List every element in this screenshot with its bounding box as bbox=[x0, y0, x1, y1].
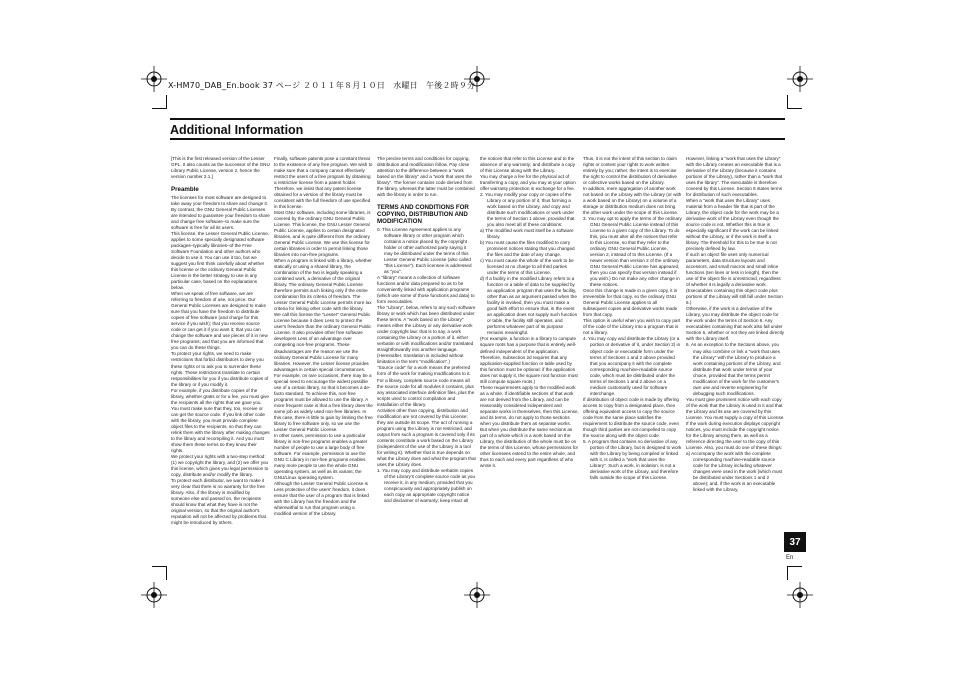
paragraph: Finally, software patents pose a constant threat to the existence of any free program. We wish to make sure that a company cannot effectively restrict the users of a free program by obtaining a restrictive license from a patent holder. Therefore, we insist that any patent license obtained for a version of the library must be consistent with the full freedom of use specified in this license. bbox=[274, 156, 373, 210]
paragraph: We protect your rights with a two-step method: (1) we copyright the library, and (2) we offer you this license, which gives you legal permission to copy, distribute and/or modify the library. bbox=[171, 453, 269, 477]
paragraph: In other cases, permission to use a particular library in non-free programs enables a greater number of people to use a large body of free software. For example, permission to use the GNU C Library in non-free programs enables many more people to use the whole GNU operating system, as well as its variant, the GNU/Linux operating system. bbox=[274, 432, 368, 480]
paragraph: The licenses for most software are designed to take away your freedom to share and change it. By contrast, the GNU General Public Licenses are intended to guarantee your freedom to share and change free software–to make sure the software is free for all its users. bbox=[171, 195, 270, 231]
list-item: 3. You may opt to apply the terms of the ordinary GNU General Public License instead of this License to a given copy of the Library. To do this, you must alter all the notices that refer to this License, so that they refer to the ordinary GNU General Public License, version 2, instead of to this License. (If a newer version than version 2 of the ordinary GNU General Public License has appeared, then you can specify that version instead if you wish.) Do not make any other change in these notices. bbox=[583, 216, 682, 288]
paragraph: The "Library", below, refers to any such software library or work which has been distributed under these terms. A "work based on the Library" means either the Library or any derivative work under copyright law: that is to say, a work containing the Library or a portion of it, either verbatim or with modifications and/or translated straightforwardly into another language. (Hereinafter, translation is included without limitation in the term "modification".) bbox=[377, 305, 476, 365]
registration-mark-bottom-left bbox=[141, 582, 167, 608]
paragraph: Otherwise, if the work is a derivative of the Library, you may distribute the object code for the work under the terms of Section 6. Any executables containing that work also fall under Section 6, whether or not they are linked directly with the Library itself. bbox=[686, 306, 785, 342]
paragraph: This option is useful when you wish to copy part of the code of the Library into a program that is not a library. bbox=[583, 318, 681, 336]
crop-tick bbox=[166, 95, 167, 109]
crop-tick bbox=[788, 566, 802, 567]
list-item: b) You must cause the files modified to carry prominent notices stating that you changed the files and the date of any change. bbox=[480, 240, 575, 258]
paragraph: To protect each distributor, we want to make it very clear that there is no warranty for the free library. Also, if the library is modified by someone else and passed on, the recipients should know that what they have is not the original version, so that the original author's reputation will not be affected by problems that might be introduced by others. bbox=[171, 477, 266, 525]
paragraph: You may charge a fee for the physical act of transferring a copy, and you may at your option offer warranty protection in exchange for a fee. bbox=[480, 174, 576, 192]
paragraph: To protect your rights, we need to make restrictions that forbid distributors to deny you these rights or to ask you to surrender these rights. These restrictions translate to certain responsibilities for you if you distribute copies of the library or if you modify it. bbox=[171, 351, 269, 387]
paragraph: the notices that refer to this License and to the absence of any warranty; and distribute a copy of this License along with the Library. bbox=[480, 156, 575, 174]
section-heading: TERMS AND CONDITIONS FOR COPYING, DISTRIBUTION AND MODIFICATION bbox=[377, 204, 469, 226]
paragraph: Although the Lesser General Public License is Less protective of the users' freedom, it does ensure that the user of a program that is linked with the Library has the freedom and the wherewithal to run that program using a modified version of the Library. bbox=[274, 480, 369, 516]
crop-tick bbox=[152, 566, 166, 567]
paragraph: "Source code" for a work means the preferred form of the work for making modifications to it. For a library, complete source code means all the source code for all modules it contains, plus any associated interface definition files, plus the scripts used to control compilation and installation of the library. bbox=[377, 365, 475, 407]
text-column-3 bbox=[377, 156, 476, 551]
list-item: 2. You may modify your copy or copies of the Library or any portion of it, thus forming a work based on the Library, and copy and distribute such modifications or work under the terms of Section 1 above, provided that you also meet all of these conditions: bbox=[480, 192, 575, 228]
paragraph: In addition, mere aggregation of another work not based on the Library with the Library (or with a work based on the Library) on a volume of a storage or distribution medium does not bring the other work under the scope of this License. bbox=[583, 186, 682, 216]
text-column-2 bbox=[274, 156, 373, 551]
crop-tick bbox=[787, 95, 788, 109]
paragraph: If distribution of object code is made by offering access to copy from a designated place, then offering equivalent access to copy the source code from the same place satisfies the requirement to distribute the source code, even though third parties are not compelled to copy the source along with the object code. bbox=[583, 396, 680, 438]
crop-tick bbox=[166, 566, 167, 580]
paragraph: We call this license the "Lesser" General Public License because it does Less to protect the user's freedom than the ordinary General Public License. It also provides other free software developers Less of an advantage over competing non-free programs. These disadvantages are the reason we use the ordinary General Public License for many libraries. However, the Lesser license provides advantages in certain special circumstances. bbox=[274, 312, 372, 372]
crop-tick bbox=[787, 566, 788, 580]
list-item: 1. You may copy and distribute verbatim copies of the Library's complete source code as you receive it, in any medium, provided that you conspicuously and appropriately publish on each copy an appropriate copyright notice and disclaimer of warranty; keep intact all bbox=[377, 467, 476, 503]
paragraph: When we speak of free software, we are referring to freedom of use, not price. Our General Public Licenses are designed to make sure that you have the freedom to distribute copies of free software (and charge for this service if you wish); that you receive source code or can get it if you want it; that you can change the software and use pieces of it in new free programs; and that you are informed that you can do these things. bbox=[171, 291, 268, 351]
registration-mark-bottom-right bbox=[787, 582, 813, 608]
list-item: 5. A program that contains no derivative of any portion of the Library, but is designed to work with the Library by being compiled or linked with it, is called a "work that uses the Library". Such a work, in isolation, is not a derivative work of the Library, and therefore falls outside the scope of this License. bbox=[583, 438, 682, 480]
crop-tick bbox=[788, 108, 802, 109]
list-item: a) The modified work must itself be a software library. bbox=[480, 228, 574, 240]
title-rule-bottom bbox=[170, 138, 785, 140]
section-heading: Preamble bbox=[171, 186, 199, 194]
text-column-1 bbox=[171, 156, 270, 551]
list-item: 6. As an exception to the Sections above, you may also combine or link a "work that uses the Library" with the Library to produce a work containing portions of the Library, and distribute that work under terms of your choice, provided that the terms permit modification of the work for the customer's own use and reverse engineering for debugging such modifications. bbox=[686, 342, 781, 396]
paragraph: (For example, a function in a library to compute square roots has a purpose that is entirely well-defined independent of the application. Therefore, Subsection 2d requires that any application-supplied function or table used by this function must be optional: if the application does not supply it, the square root function must still compute square roots.) bbox=[480, 336, 578, 384]
title-rule-top bbox=[170, 118, 785, 120]
paragraph: Activities other than copying, distribution and modification are not covered by this License; they are outside its scope. The act of running a program using the Library is not restricted, and output from such a program is covered only if its contents constitute a work based on the Library (independent of the use of the Library in a tool for writing it). Whether that is true depends on what the Library does and what the program that uses the Library does. bbox=[377, 407, 476, 467]
paragraph: When a "work that uses the Library" uses material from a header file that is part of the Library, the object code for the work may be a derivative work of the Library even though the source code is not. Whether this is true is especially significant if the work can be linked without the Library, or if the work is itself a library. The threshold for this to be true is not precisely defined by law. bbox=[686, 198, 779, 252]
page-number-badge: 37 bbox=[784, 532, 806, 552]
registration-mark-top-left bbox=[141, 66, 167, 92]
paragraph: You must give prominent notice with each copy of the work that the Library is used in it and that the Library and its use are covered by this License. You must supply a copy of this License. If the work during execution displays copyright notices, you must include the copyright notice for the Library among them, as well as a reference directing the user to the copy of this License. Also, you must do one of these things: bbox=[686, 396, 785, 450]
paragraph: However, linking a "work that uses the Library" with the Library creates an executable that is a derivative of the Library (because it contains portions of the Library), rather than a "work that uses the library". The executable is therefore covered by this License. Section 6 states terms for distribution of such executables. bbox=[686, 156, 783, 198]
list-item: c) You must cause the whole of the work to be licensed at no charge to all third parties under the terms of this License. bbox=[480, 258, 574, 276]
paragraph: When a program is linked with a library, whether statically or using a shared library, the combination of the two is legally speaking a combined work, a derivative of the original library. The ordinary General Public License therefore permits such linking only if the entire combination fits its criteria of freedom. The Lesser General Public License permits more lax criteria for linking other code with the library. bbox=[274, 258, 372, 312]
list-item: d) If a facility in the modified Library refers to a function or a table of data to be supplied by an application program that uses the facility, other than as an argument passed when the facility is invoked, then you must make a good faith effort to ensure that, in the event an application does not supply such function or table, the facility still operates, and performs whatever part of its purpose remains meaningful. bbox=[480, 276, 578, 336]
crop-tick bbox=[152, 108, 166, 109]
body-columns bbox=[171, 156, 783, 551]
paragraph: Once this change is made in a given copy, it is irreversible for that copy, so the ordinary GNU General Public License applies to all subsequent copies and derivative works made from that copy. bbox=[583, 288, 678, 318]
list-item: 0. This License Agreement applies to any software library or other program which contains a notice placed by the copyright holder or other authorized party saying it may be distributed under the terms of this Lesser General Public License (also called "this License"). Each licensee is addressed as "you". bbox=[377, 227, 472, 275]
page-language: En bbox=[786, 555, 794, 561]
section-title: Additional Information bbox=[170, 123, 304, 137]
paragraph: These requirements apply to the modified work as a whole. If identifiable sections of that work are not derived from the Library, and can be reasonably considered independent and separate works in themselves, then this License, and its terms, do not apply to those sections when you distribute them as separate works. But when you distribute the same sections as part of a whole which is a work based on the Library, the distribution of the whole must be on the terms of this License, whose permissions for other licensees extend to the entire whole, and thus to each and every part regardless of who wrote it. bbox=[480, 384, 579, 468]
paragraph: [This is the first released version of the Lesser GPL. It also counts as the successor of the GNU Library Public License, version 2, hence the version number 2.1.] bbox=[171, 156, 270, 180]
text-column-6 bbox=[686, 156, 785, 551]
paragraph: Most GNU software, including some libraries, is covered by the ordinary GNU General Public License. This license, the GNU Lesser General Public License, applies to certain designated libraries, and is quite different from the ordinary General Public License. We use this license for certain libraries in order to permit linking those libraries into non-free programs. bbox=[274, 210, 371, 258]
registration-mark-top-right bbox=[787, 66, 813, 92]
paragraph: For example, on rare occasions, there may be a special need to encourage the widest possible use of a certain library, so that it becomes a de-facto standard. To achieve this, non-free programs must be allowed to use the library. A more frequent case is that a free library does the same job as widely used non-free libraries. In this case, there is little to gain by limiting the free library to free software only, so we use the Lesser General Public License. bbox=[274, 372, 373, 432]
paragraph: For example, if you distribute copies of the library, whether gratis or for a fee, you must give the recipients all the rights that we gave you. You must make sure that they, too, receive or can get the source code. If you link other code with the library, you must provide complete object files to the recipients, so that they can relink them with the library after making changes to the library and recompiling it. And you must show them these terms so they know their rights. bbox=[171, 387, 270, 453]
list-item: 4. You may copy and distribute the Library (or a portion or derivative of it, under Section 2) in object code or executable form under the terms of Sections 1 and 2 above provided that you accompany it with the complete corresponding machine-readable source code, which must be distributed under the terms of Sections 1 and 2 above on a medium customarily used for software interchange. bbox=[583, 336, 681, 396]
paragraph: A "library" means a collection of software functions and/or data prepared so as to be conveniently linked with application programs (which use some of those functions and data) to form executables. bbox=[377, 275, 475, 305]
paragraph: Thus, it is not the intent of this section to claim rights or contest your rights to work written entirely by you; rather, the intent is to exercise the right to control the distribution of derivative or collective works based on the Library. bbox=[583, 156, 677, 186]
paragraph: The precise terms and conditions for copying, distribution and modification follow. Pay close attention to the difference between a "work based on the library" and a "work that uses the library". The former contains code derived from the library, whereas the latter must be combined with the library in order to run. bbox=[377, 156, 475, 198]
list-item: a) Accompany the work with the complete corresponding machine-readable source code for the Library including whatever changes were used in the work (which must be distributed under Sections 1 and 2 above); and, if the work is an executable linked with the Library, bbox=[686, 450, 783, 492]
paragraph: If such an object file uses only numerical parameters, data structure layouts and accessors, and small macros and small inline functions (ten lines or less in length), then the use of the object file is unrestricted, regardless of whether it is legally a derivative work. (Executables containing this object code plus portions of the Library will still fall under Section 6.) bbox=[686, 252, 783, 306]
registration-mark-bottom-center bbox=[464, 582, 490, 608]
text-column-4 bbox=[480, 156, 579, 551]
paragraph: This license, the Lesser General Public License, applies to some specially designated software packages–typically libraries–of the Free Software Foundation and other authors who decide to use it. You can use it too, but we suggest you first think carefully about whether this license or the ordinary General Public License is the better strategy to use in any particular case, based on the explanations below. bbox=[171, 231, 270, 291]
file-header: X-HM70_DAB_En.book 37 ページ ２０１１年８月１０日 水曜日 午後２時９分 bbox=[168, 81, 476, 90]
text-column-5 bbox=[583, 156, 682, 551]
